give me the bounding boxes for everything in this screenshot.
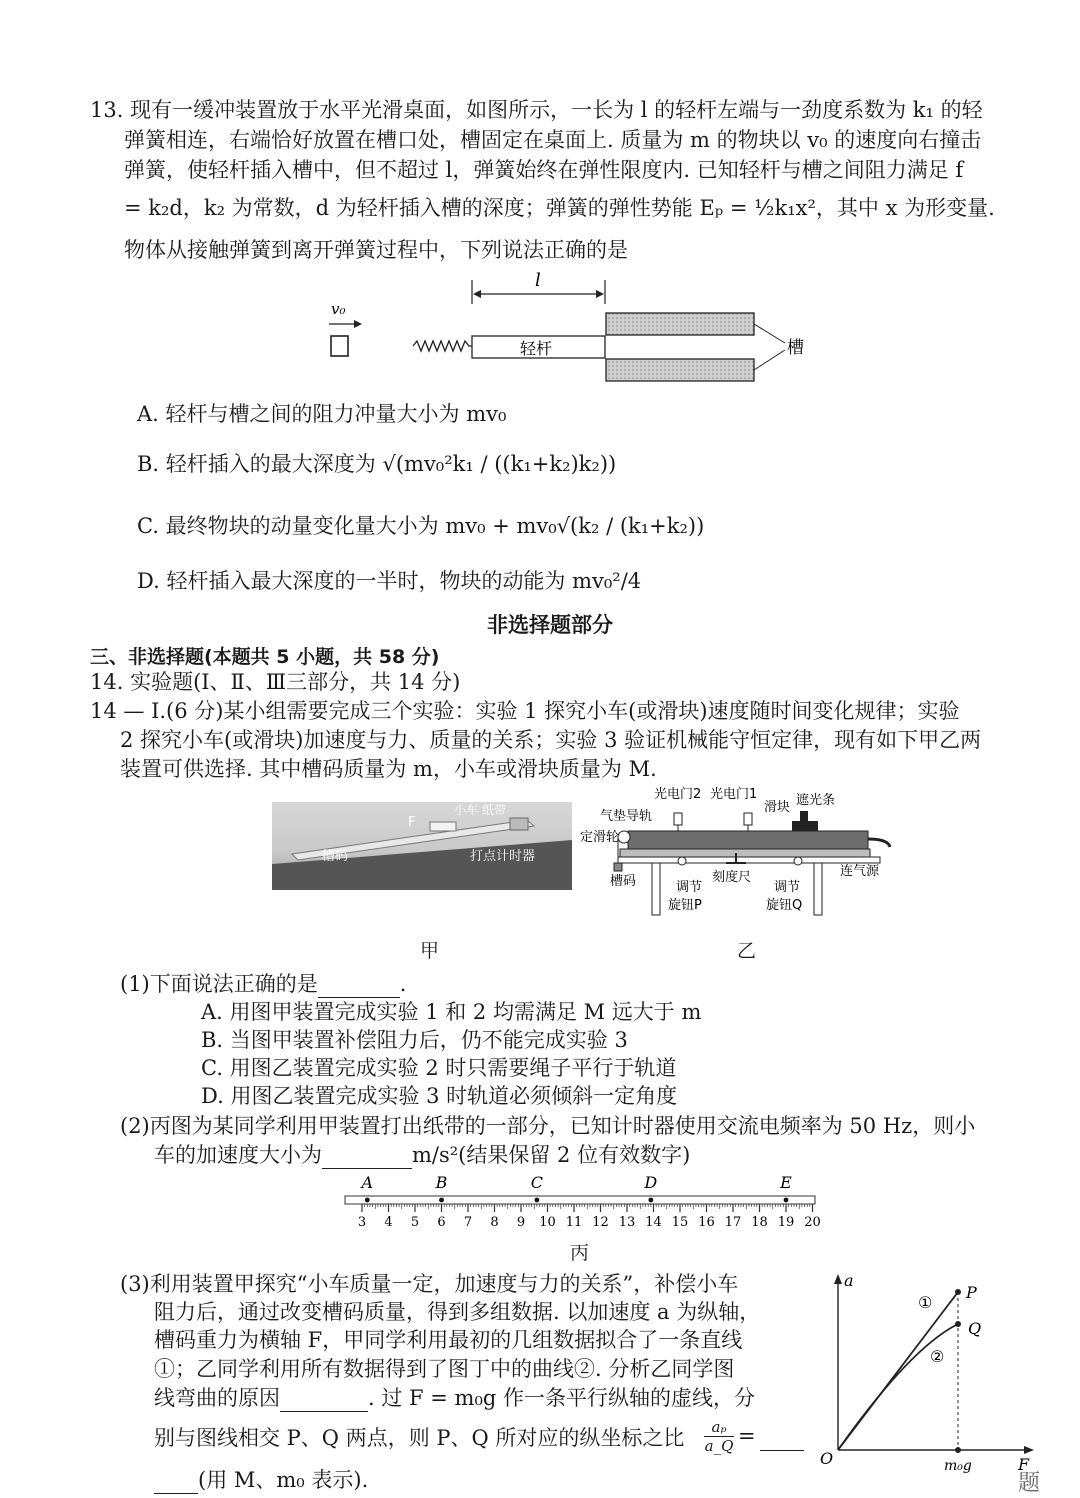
q13-option-b: B. 轻杆插入的最大深度为 √(mv₀²k₁ / ((k₁+k₂)k₂)) (137, 452, 617, 476)
slot-bottom (606, 359, 754, 381)
ruler-label: 3 (357, 1215, 367, 1230)
ruler-label: 17 (724, 1215, 742, 1230)
q13-line-3: 弹簧，使轻杆插入槽中，但不超过 l，弹簧始终在弹性限度内. 已知轻杆与槽之间阻力满足 f (124, 158, 964, 182)
slot-label: 槽 (787, 338, 804, 358)
label-knob-q: 旋钮Q (766, 898, 803, 913)
label-a: a (844, 1271, 854, 1290)
label-Q: Q (968, 1319, 982, 1338)
q14-p1-stem: (1)下面说法正确的是 . (120, 972, 407, 996)
tape-ruler (340, 1168, 820, 1230)
section-heading: 三、非选择题(本题共 5 小题，共 58 分) (90, 646, 440, 668)
label-shade: 遮光条 (796, 793, 836, 808)
rod-label: 轻杆 (520, 339, 553, 358)
label-pulley: 定滑轮 (580, 830, 620, 845)
ruler-label: 12 (592, 1215, 609, 1230)
tape-figure (340, 1168, 820, 1230)
tape-strip (345, 1196, 815, 1204)
ratio-den: a_Q (704, 1437, 734, 1455)
ruler-label: 13 (618, 1215, 636, 1230)
caption-jia: 甲 (420, 940, 440, 962)
q14-p2-line-2: 车的加速度大小为 m/s²(结果保留 2 位有效数字) (154, 1143, 691, 1167)
q14-p3-line-7: (用 M、m₀ 表示). (154, 1466, 368, 1494)
a-F-graph (810, 1268, 1040, 1494)
blank-1[interactable] (318, 979, 400, 998)
tape-dot (365, 1198, 370, 1203)
q14-intro-2: 2 探究小车(或滑块)加速度与力、质量的关系；实验 3 验证机械能守恒定律，现有如下甲乙两 (120, 728, 982, 752)
q13-option-a: A. 轻杆与槽之间的阻力冲量大小为 mv₀ (137, 402, 507, 426)
caption-yi: 乙 (737, 940, 757, 962)
label-P: P (966, 1283, 977, 1302)
q13-line-5: 物体从接触弹簧到离开弹簧过程中，下列说法正确的是 (124, 238, 628, 262)
q13-line-4: = k₂d，k₂ 为常数，d 为轻杆插入槽的深度；弹簧的弹性势能 Eₚ = ½k₁x²，其中 x 为形变量. (124, 196, 995, 220)
label-weight: 槽码 (322, 849, 349, 864)
ruler-label: 20 (804, 1215, 820, 1230)
track-photo (272, 802, 572, 890)
q14-intro-3: 装置可供选择. 其中槽码质量为 m，小车或滑块质量为 M. (120, 757, 657, 781)
label-tape: 纸带 (482, 803, 507, 817)
q14-title: 14. 实验题(Ⅰ、Ⅱ、Ⅲ三部分，共 14 分) (90, 670, 461, 694)
label-ruler: 刻度尺 (712, 870, 752, 885)
q14-p1-option-a: A. 用图甲装置完成实验 1 和 2 均需满足 M 远大于 m (201, 1000, 702, 1024)
tape-point-label: E (780, 1173, 792, 1192)
ruler-label: 14 (645, 1215, 662, 1230)
label-F: F (1018, 1455, 1030, 1474)
tape-dot (784, 1198, 789, 1203)
slot-top (606, 313, 754, 335)
label-knob-p: 旋钮P (668, 898, 702, 913)
ruler-label: 5 (410, 1215, 420, 1230)
label-rail: 气垫导轨 (600, 809, 653, 824)
q14-p3-line-2: 阻力后，通过改变槽码质量，得到多组数据. 以加速度 a 为纵轴， (154, 1300, 761, 1324)
ruler-label: 15 (671, 1215, 689, 1230)
ruler-label: 9 (516, 1215, 526, 1230)
q14-p3-line-4: ①；乙同学利用所有数据得到了图丁中的曲线②. 分析乙同学图 (154, 1357, 735, 1381)
air-track-diagram (578, 783, 898, 923)
q14-p3-line-6: 别与图线相交 P、Q 两点，则 P、Q 所对应的纵坐标之比 (154, 1426, 685, 1450)
blank-3[interactable] (280, 1393, 368, 1412)
tape-point-label: B (435, 1173, 448, 1192)
blank-4b[interactable] (154, 1475, 198, 1494)
q14-p1-option-b: B. 当图甲装置补偿阻力后，仍不能完成实验 3 (201, 1028, 628, 1052)
curve-2 (838, 1324, 958, 1450)
q13-line-1: 13. 现有一缓冲装置放于水平光滑桌面，如图所示，一长为 l 的轻杆左端与一劲度系数为 k₁ 的轻 (90, 98, 983, 122)
figure-yi (578, 783, 898, 923)
ruler-label: 16 (698, 1215, 715, 1230)
tape-point-label: C (530, 1173, 544, 1192)
label-m0g: m₀g (944, 1458, 972, 1474)
q14-p1-option-d: D. 用图乙装置完成实验 3 时轨道必须倾斜一定角度 (201, 1084, 678, 1108)
label-adjust-q: 调节 (774, 880, 801, 895)
label-weight2: 槽码 (610, 874, 637, 889)
ruler-label: 4 (384, 1215, 393, 1230)
ruler-label: 10 (539, 1215, 556, 1230)
q14-p3-line-3: 槽码重力为横轴 F，甲同学利用最初的几组数据拟合了一条直线 (154, 1328, 743, 1352)
watermark: 题 (1018, 1471, 1041, 1496)
graph-ding (810, 1268, 1040, 1494)
q14-intro-1: 14 — Ⅰ.(6 分)某小组需要完成三个实验：实验 1 探究小车(或滑块)速度随时间变化规律；实验 (90, 699, 960, 723)
blank-4a[interactable] (760, 1432, 804, 1451)
spring-rod-slot-diagram (315, 268, 825, 392)
label-curve-1: ① (918, 1293, 933, 1312)
q13-figure (315, 268, 825, 392)
l-label: l (535, 270, 541, 291)
label-timer: 打点计时器 (470, 849, 536, 864)
q14-p2-line-1: (2)丙图为某同学利用甲装置打出纸带的一部分，已知计时器使用交流电频率为 50 Hz，则小 (120, 1114, 976, 1138)
q14-p3-line-1: (3)利用装置甲探究“小车质量一定，加速度与力的关系”，补偿小车 (120, 1272, 739, 1296)
ruler-label: 7 (463, 1215, 473, 1230)
label-slider: 滑块 (764, 800, 791, 815)
ratio (704, 1418, 734, 1455)
tape-dot (439, 1198, 444, 1203)
tape-dot (648, 1198, 653, 1203)
equals: = (738, 1424, 756, 1448)
label-air: 连气源 (840, 864, 880, 879)
block (331, 336, 348, 356)
label-F: F (408, 815, 416, 830)
q14-p3-line-5: 线弯曲的原因 . 过 F = m₀g 作一条平行纵轴的虚线，分 (154, 1386, 755, 1410)
label-adjust-p: 调节 (676, 880, 703, 895)
spring (413, 341, 472, 351)
hanging-weight (614, 863, 622, 871)
photo-jia (272, 802, 572, 890)
ruler-label: 8 (490, 1215, 499, 1230)
ruler-label: 11 (565, 1215, 583, 1230)
v0-label: v₀ (331, 300, 346, 318)
blank-2[interactable] (322, 1150, 412, 1169)
caption-bing: 丙 (570, 1242, 590, 1264)
ruler-label: 6 (437, 1215, 446, 1230)
label-gate1: 光电门1 (710, 787, 758, 802)
label-O: O (820, 1449, 834, 1468)
ratio-num: aₚ (704, 1418, 734, 1437)
q13-line-2: 弹簧相连，右端恰好放置在槽口处，槽固定在桌面上. 质量为 m 的物块以 v₀ 的速度向右撞击 (124, 128, 982, 152)
label-gate2: 光电门2 (654, 787, 702, 802)
q13-option-c: C. 最终物块的动量变化量大小为 mv₀ + mv₀√(k₂ / (k₁+k₂)) (137, 514, 705, 538)
ruler-label: 19 (777, 1215, 795, 1230)
section-title: 非选择题部分 (487, 613, 613, 637)
ruler-label: 18 (751, 1215, 768, 1230)
q13-option-d: D. 轻杆插入最大深度的一半时，物块的动能为 mv₀²/4 (137, 569, 642, 593)
label-curve-2: ② (930, 1347, 945, 1366)
label-cart: 小车 (454, 803, 479, 817)
tape-dot (535, 1198, 540, 1203)
tape-point-label: D (644, 1173, 658, 1192)
tape-point-label: A (361, 1173, 374, 1192)
q14-p1-option-c: C. 用图乙装置完成实验 2 时只需要绳子平行于轨道 (201, 1056, 677, 1080)
